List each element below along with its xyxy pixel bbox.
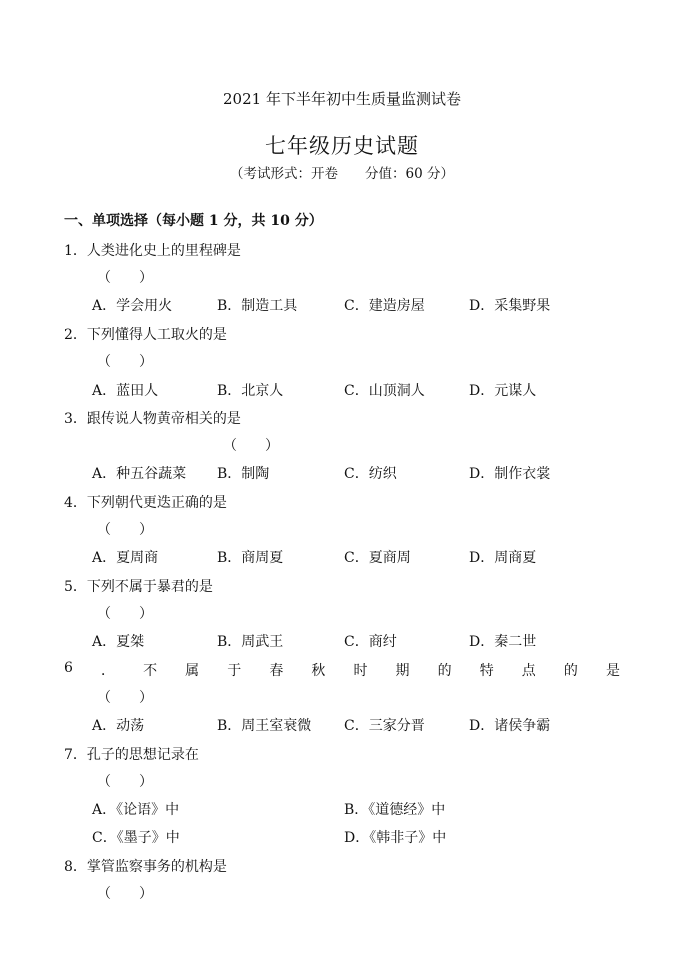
question-6-stem-char: 特: [479, 663, 494, 679]
question-6-stem-char: 6: [64, 660, 73, 676]
question-8-stem: 8．掌管监察事务的机构是: [64, 859, 227, 875]
question-4-answer-blank: （ ）: [97, 522, 153, 538]
question-2-stem: 2．下列懂得人工取火的是: [64, 327, 227, 343]
question-1-answer-blank: （ ）: [97, 270, 153, 286]
question-6-stem-char: 秋: [311, 663, 326, 679]
question-2-option-d: D．元谋人: [469, 383, 537, 399]
question-2-option-b: B．北京人: [217, 383, 284, 399]
question-3-option-d: D．制作衣裳: [469, 466, 551, 482]
question-6-stem-char: 不: [143, 663, 158, 679]
question-6-stem-char: 点: [521, 663, 536, 679]
section-title: 一、单项选择（每小题 1 分，共 10 分）: [64, 213, 323, 229]
question-4-option-a: A．夏周商: [92, 550, 159, 566]
question-7-option-a: A．《论语》中: [92, 802, 180, 818]
question-1-option-a: A．学会用火: [92, 298, 173, 314]
exam-subtitle: （考试形式：开卷 分值：60 分）: [230, 166, 454, 182]
question-7-option-c: C．《墨子》中: [92, 830, 180, 846]
question-6-option-b: B．周王室衰微: [217, 718, 312, 734]
question-5-answer-blank: （ ）: [97, 606, 153, 622]
question-7-option-b: B．《道德经》中: [344, 802, 446, 818]
question-3-stem: 3．跟传说人物黄帝相关的是: [64, 411, 241, 427]
question-3-option-b: B．制陶: [217, 466, 270, 482]
question-5-option-c: C．商纣: [344, 634, 397, 650]
question-2-answer-blank: （ ）: [97, 354, 153, 370]
question-1-stem: 1．人类进化史上的里程碑是: [64, 243, 241, 259]
question-1-option-d: D．采集野果: [469, 298, 551, 314]
exam-title: 2021 年下半年初中生质量监测试卷: [223, 90, 461, 108]
question-6-stem-char: 的: [563, 663, 578, 679]
question-6-stem-char: 属: [185, 663, 200, 679]
question-6-stem-char: ．: [101, 663, 115, 679]
question-5-option-a: A．夏桀: [92, 634, 145, 650]
question-7-answer-blank: （ ）: [97, 774, 153, 790]
question-6-stem-char: 的: [437, 663, 452, 679]
question-6-stem-char: 春: [269, 663, 284, 679]
question-6-option-d: D．诸侯争霸: [469, 718, 551, 734]
question-6-stem-char: 是: [605, 663, 620, 679]
question-5-option-d: D．秦二世: [469, 634, 537, 650]
question-3-option-c: C．纺织: [344, 466, 397, 482]
question-4-stem: 4．下列朝代更迭正确的是: [64, 495, 227, 511]
question-5-stem: 5．下列不属于暴君的是: [64, 579, 213, 595]
question-6-option-a: A．动荡: [92, 718, 145, 734]
question-4-option-c: C．夏商周: [344, 550, 411, 566]
question-2-option-a: A．蓝田人: [92, 383, 159, 399]
question-6-stem-char: 期: [395, 663, 410, 679]
question-6-stem-char: 时: [353, 663, 368, 679]
question-6-stem: [64, 660, 620, 680]
question-5-option-b: B．周武王: [217, 634, 284, 650]
question-3-answer-blank: （ ）: [223, 438, 279, 454]
question-3-option-a: A．种五谷蔬菜: [92, 466, 187, 482]
question-4-option-b: B．商周夏: [217, 550, 284, 566]
paper-title: 七年级历史试题: [265, 134, 419, 158]
question-1-option-b: B．制造工具: [217, 298, 298, 314]
question-7-option-d: D．《韩非子》中: [344, 830, 447, 846]
question-4-option-d: D．周商夏: [469, 550, 537, 566]
question-2-option-c: C．山顶洞人: [344, 383, 425, 399]
question-6-stem-char: 于: [227, 663, 242, 679]
question-1-option-c: C．建造房屋: [344, 298, 425, 314]
question-8-answer-blank: （ ）: [97, 886, 153, 902]
question-6-option-c: C．三家分晋: [344, 718, 425, 734]
question-7-stem: 7．孔子的思想记录在: [64, 747, 199, 763]
question-6-answer-blank: （ ）: [97, 690, 153, 706]
